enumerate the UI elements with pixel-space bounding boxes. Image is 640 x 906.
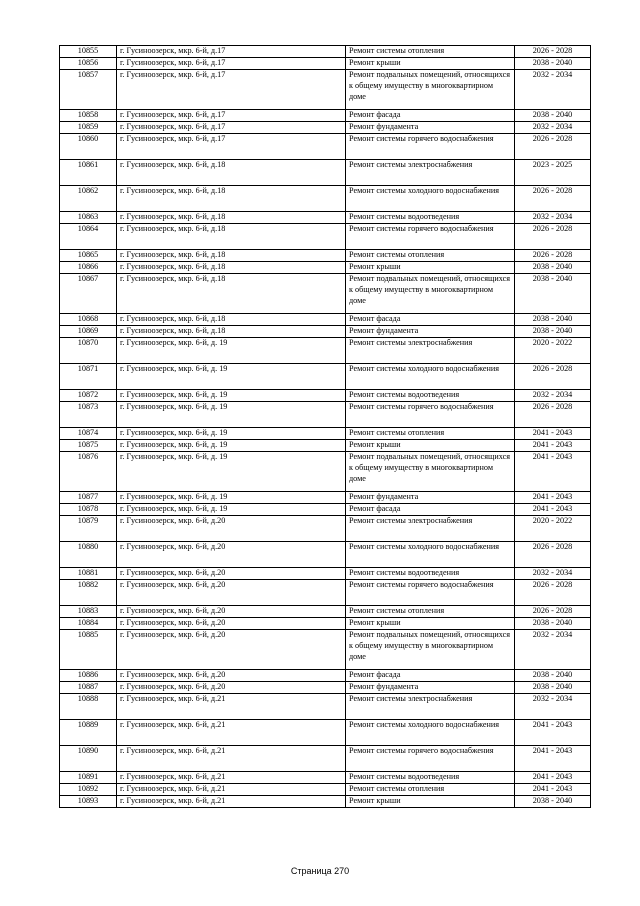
- row-number: 10888: [60, 694, 117, 720]
- row-number: 10861: [60, 160, 117, 186]
- row-period: 2026 - 2028: [515, 580, 591, 606]
- row-address: г. Гусиноозерск, мкр. 6-й, д.20: [117, 670, 346, 682]
- table-row: [60, 428, 591, 440]
- row-address: г. Гусиноозерск, мкр. 6-й, д. 19: [117, 402, 346, 428]
- row-number: 10873: [60, 402, 117, 428]
- row-address: г. Гусиноозерск, мкр. 6-й, д.20: [117, 682, 346, 694]
- row-period: 2038 - 2040: [515, 262, 591, 274]
- row-address: г. Гусиноозерск, мкр. 6-й, д.20: [117, 580, 346, 606]
- table-row: [60, 580, 591, 606]
- row-work-type: Ремонт системы отопления: [346, 46, 515, 58]
- table-row: [60, 364, 591, 390]
- row-number: 10865: [60, 250, 117, 262]
- row-period: 2038 - 2040: [515, 274, 591, 314]
- table-row: [60, 682, 591, 694]
- row-address: г. Гусиноозерск, мкр. 6-й, д.20: [117, 542, 346, 568]
- row-period: 2020 - 2022: [515, 516, 591, 542]
- row-number: 10855: [60, 46, 117, 58]
- row-work-type: Ремонт системы водоотведения: [346, 390, 515, 402]
- row-number: 10856: [60, 58, 117, 70]
- row-work-type: Ремонт системы электроснабжения: [346, 160, 515, 186]
- row-number: 10869: [60, 326, 117, 338]
- row-period: 2038 - 2040: [515, 618, 591, 630]
- row-work-type: Ремонт крыши: [346, 440, 515, 452]
- row-period: 2026 - 2028: [515, 46, 591, 58]
- row-number: 10868: [60, 314, 117, 326]
- row-work-type: Ремонт системы горячего водоснабжения: [346, 224, 515, 250]
- row-number: 10879: [60, 516, 117, 542]
- row-period: 2032 - 2034: [515, 70, 591, 110]
- row-work-type: Ремонт подвальных помещений, относящихся к общему имуществу в многоквартирном доме: [346, 630, 515, 670]
- row-period: 2038 - 2040: [515, 670, 591, 682]
- row-work-type: Ремонт системы водоотведения: [346, 772, 515, 784]
- table-row: [60, 390, 591, 402]
- row-number: 10876: [60, 452, 117, 492]
- row-work-type: Ремонт крыши: [346, 262, 515, 274]
- table-row: [60, 618, 591, 630]
- row-address: г. Гусиноозерск, мкр. 6-й, д.21: [117, 796, 346, 808]
- row-address: г. Гусиноозерск, мкр. 6-й, д. 19: [117, 390, 346, 402]
- row-number: 10885: [60, 630, 117, 670]
- row-number: 10887: [60, 682, 117, 694]
- row-address: г. Гусиноозерск, мкр. 6-й, д.20: [117, 618, 346, 630]
- row-address: г. Гусиноозерск, мкр. 6-й, д. 19: [117, 440, 346, 452]
- row-number: 10863: [60, 212, 117, 224]
- row-address: г. Гусиноозерск, мкр. 6-й, д.17: [117, 70, 346, 110]
- row-period: 2026 - 2028: [515, 402, 591, 428]
- row-number: 10883: [60, 606, 117, 618]
- row-number: 10881: [60, 568, 117, 580]
- row-work-type: Ремонт фундамента: [346, 492, 515, 504]
- row-address: г. Гусиноозерск, мкр. 6-й, д. 19: [117, 504, 346, 516]
- table-row: [60, 122, 591, 134]
- row-work-type: Ремонт системы холодного водоснабжения: [346, 364, 515, 390]
- row-address: г. Гусиноозерск, мкр. 6-й, д.18: [117, 262, 346, 274]
- row-period: 2041 - 2043: [515, 772, 591, 784]
- table-row: [60, 694, 591, 720]
- row-work-type: Ремонт фасада: [346, 504, 515, 516]
- row-address: г. Гусиноозерск, мкр. 6-й, д.18: [117, 326, 346, 338]
- row-work-type: Ремонт фасада: [346, 670, 515, 682]
- row-work-type: Ремонт фасада: [346, 110, 515, 122]
- row-address: г. Гусиноозерск, мкр. 6-й, д.18: [117, 250, 346, 262]
- row-period: 2032 - 2034: [515, 212, 591, 224]
- table-row: [60, 568, 591, 580]
- row-work-type: Ремонт подвальных помещений, относящихся к общему имуществу в многоквартирном доме: [346, 452, 515, 492]
- row-address: г. Гусиноозерск, мкр. 6-й, д.21: [117, 720, 346, 746]
- table-row: [60, 440, 591, 452]
- row-address: г. Гусиноозерск, мкр. 6-й, д.18: [117, 274, 346, 314]
- row-period: 2041 - 2043: [515, 440, 591, 452]
- row-number: 10860: [60, 134, 117, 160]
- row-number: 10878: [60, 504, 117, 516]
- table-row: [60, 186, 591, 212]
- table-row: [60, 452, 591, 492]
- row-work-type: Ремонт системы отопления: [346, 784, 515, 796]
- row-number: 10862: [60, 186, 117, 212]
- row-period: 2041 - 2043: [515, 428, 591, 440]
- row-number: 10867: [60, 274, 117, 314]
- row-period: 2026 - 2028: [515, 134, 591, 160]
- row-number: 10880: [60, 542, 117, 568]
- row-period: 2032 - 2034: [515, 694, 591, 720]
- row-work-type: Ремонт системы холодного водоснабжения: [346, 186, 515, 212]
- row-number: 10884: [60, 618, 117, 630]
- row-period: 2032 - 2034: [515, 390, 591, 402]
- table-row: [60, 796, 591, 808]
- row-period: 2038 - 2040: [515, 110, 591, 122]
- row-work-type: Ремонт системы горячего водоснабжения: [346, 134, 515, 160]
- row-period: 2038 - 2040: [515, 326, 591, 338]
- table-row: [60, 212, 591, 224]
- row-period: 2032 - 2034: [515, 122, 591, 134]
- row-number: 10866: [60, 262, 117, 274]
- row-work-type: Ремонт системы отопления: [346, 606, 515, 618]
- row-number: 10892: [60, 784, 117, 796]
- row-address: г. Гусиноозерск, мкр. 6-й, д. 19: [117, 364, 346, 390]
- row-address: г. Гусиноозерск, мкр. 6-й, д.21: [117, 694, 346, 720]
- table-row: [60, 746, 591, 772]
- row-work-type: Ремонт системы водоотведения: [346, 212, 515, 224]
- row-work-type: Ремонт системы горячего водоснабжения: [346, 746, 515, 772]
- row-number: 10872: [60, 390, 117, 402]
- row-number: 10864: [60, 224, 117, 250]
- table-row: [60, 326, 591, 338]
- row-period: 2020 - 2022: [515, 338, 591, 364]
- row-number: 10871: [60, 364, 117, 390]
- table-row: [60, 772, 591, 784]
- table-row: [60, 134, 591, 160]
- row-period: 2038 - 2040: [515, 58, 591, 70]
- row-work-type: Ремонт фасада: [346, 314, 515, 326]
- table-row: [60, 670, 591, 682]
- row-period: 2026 - 2028: [515, 364, 591, 390]
- row-number: 10891: [60, 772, 117, 784]
- row-address: г. Гусиноозерск, мкр. 6-й, д.20: [117, 630, 346, 670]
- row-period: 2038 - 2040: [515, 682, 591, 694]
- row-work-type: Ремонт системы электроснабжения: [346, 338, 515, 364]
- row-address: г. Гусиноозерск, мкр. 6-й, д. 19: [117, 338, 346, 364]
- table-row: [60, 46, 591, 58]
- row-work-type: Ремонт фундамента: [346, 122, 515, 134]
- page-number: Страница 270: [290, 866, 350, 876]
- row-number: 10858: [60, 110, 117, 122]
- row-work-type: Ремонт системы горячего водоснабжения: [346, 402, 515, 428]
- row-number: 10886: [60, 670, 117, 682]
- row-work-type: Ремонт системы холодного водоснабжения: [346, 720, 515, 746]
- row-work-type: Ремонт системы горячего водоснабжения: [346, 580, 515, 606]
- table-row: [60, 402, 591, 428]
- row-address: г. Гусиноозерск, мкр. 6-й, д.20: [117, 516, 346, 542]
- row-address: г. Гусиноозерск, мкр. 6-й, д. 19: [117, 428, 346, 440]
- row-period: 2032 - 2034: [515, 630, 591, 670]
- row-period: 2032 - 2034: [515, 568, 591, 580]
- row-address: г. Гусиноозерск, мкр. 6-й, д.20: [117, 606, 346, 618]
- row-address: г. Гусиноозерск, мкр. 6-й, д.18: [117, 212, 346, 224]
- row-address: г. Гусиноозерск, мкр. 6-й, д.18: [117, 224, 346, 250]
- row-work-type: Ремонт подвальных помещений, относящихся к общему имуществу в многоквартирном доме: [346, 70, 515, 110]
- row-number: 10859: [60, 122, 117, 134]
- row-number: 10857: [60, 70, 117, 110]
- row-number: 10875: [60, 440, 117, 452]
- table-row: [60, 492, 591, 504]
- table-row: [60, 338, 591, 364]
- repair-schedule-table: [59, 45, 591, 808]
- row-address: г. Гусиноозерск, мкр. 6-й, д.17: [117, 110, 346, 122]
- row-address: г. Гусиноозерск, мкр. 6-й, д.17: [117, 58, 346, 70]
- row-work-type: Ремонт подвальных помещений, относящихся к общему имуществу в многоквартирном доме: [346, 274, 515, 314]
- row-work-type: Ремонт системы водоотведения: [346, 568, 515, 580]
- row-address: г. Гусиноозерск, мкр. 6-й, д.18: [117, 186, 346, 212]
- table-row: [60, 274, 591, 314]
- row-address: г. Гусиноозерск, мкр. 6-й, д. 19: [117, 492, 346, 504]
- row-address: г. Гусиноозерск, мкр. 6-й, д.18: [117, 314, 346, 326]
- table-row: [60, 630, 591, 670]
- row-work-type: Ремонт системы отопления: [346, 428, 515, 440]
- row-address: г. Гусиноозерск, мкр. 6-й, д.17: [117, 46, 346, 58]
- table-row: [60, 224, 591, 250]
- table-row: [60, 262, 591, 274]
- row-address: г. Гусиноозерск, мкр. 6-й, д.21: [117, 772, 346, 784]
- row-address: г. Гусиноозерск, мкр. 6-й, д.18: [117, 160, 346, 186]
- row-address: г. Гусиноозерск, мкр. 6-й, д.21: [117, 784, 346, 796]
- row-period: 2038 - 2040: [515, 796, 591, 808]
- row-work-type: Ремонт крыши: [346, 618, 515, 630]
- row-number: 10893: [60, 796, 117, 808]
- row-period: 2041 - 2043: [515, 452, 591, 492]
- row-period: 2041 - 2043: [515, 492, 591, 504]
- row-period: 2026 - 2028: [515, 250, 591, 262]
- row-number: 10882: [60, 580, 117, 606]
- row-period: 2038 - 2040: [515, 314, 591, 326]
- row-period: 2041 - 2043: [515, 746, 591, 772]
- row-work-type: Ремонт фундамента: [346, 682, 515, 694]
- row-number: 10890: [60, 746, 117, 772]
- table-row: [60, 110, 591, 122]
- row-address: г. Гусиноозерск, мкр. 6-й, д.20: [117, 568, 346, 580]
- row-period: 2026 - 2028: [515, 542, 591, 568]
- table-row: [60, 784, 591, 796]
- row-period: 2041 - 2043: [515, 784, 591, 796]
- row-period: 2026 - 2028: [515, 224, 591, 250]
- table-row: [60, 720, 591, 746]
- row-number: 10874: [60, 428, 117, 440]
- table-row: [60, 504, 591, 516]
- row-period: 2041 - 2043: [515, 504, 591, 516]
- table-row: [60, 250, 591, 262]
- table-row: [60, 542, 591, 568]
- row-work-type: Ремонт системы холодного водоснабжения: [346, 542, 515, 568]
- table-row: [60, 606, 591, 618]
- table-row: [60, 160, 591, 186]
- row-period: 2026 - 2028: [515, 606, 591, 618]
- row-work-type: Ремонт фундамента: [346, 326, 515, 338]
- row-number: 10889: [60, 720, 117, 746]
- table-row: [60, 314, 591, 326]
- table-body: [60, 46, 591, 808]
- row-work-type: Ремонт системы электроснабжения: [346, 694, 515, 720]
- table-row: [60, 70, 591, 110]
- row-address: г. Гусиноозерск, мкр. 6-й, д.21: [117, 746, 346, 772]
- row-period: 2041 - 2043: [515, 720, 591, 746]
- table-row: [60, 58, 591, 70]
- row-number: 10870: [60, 338, 117, 364]
- row-work-type: Ремонт крыши: [346, 796, 515, 808]
- row-address: г. Гусиноозерск, мкр. 6-й, д.17: [117, 122, 346, 134]
- row-work-type: Ремонт системы электроснабжения: [346, 516, 515, 542]
- row-period: 2023 - 2025: [515, 160, 591, 186]
- row-number: 10877: [60, 492, 117, 504]
- row-period: 2026 - 2028: [515, 186, 591, 212]
- row-address: г. Гусиноозерск, мкр. 6-й, д.17: [117, 134, 346, 160]
- row-address: г. Гусиноозерск, мкр. 6-й, д. 19: [117, 452, 346, 492]
- table-row: [60, 516, 591, 542]
- row-work-type: Ремонт крыши: [346, 58, 515, 70]
- row-work-type: Ремонт системы отопления: [346, 250, 515, 262]
